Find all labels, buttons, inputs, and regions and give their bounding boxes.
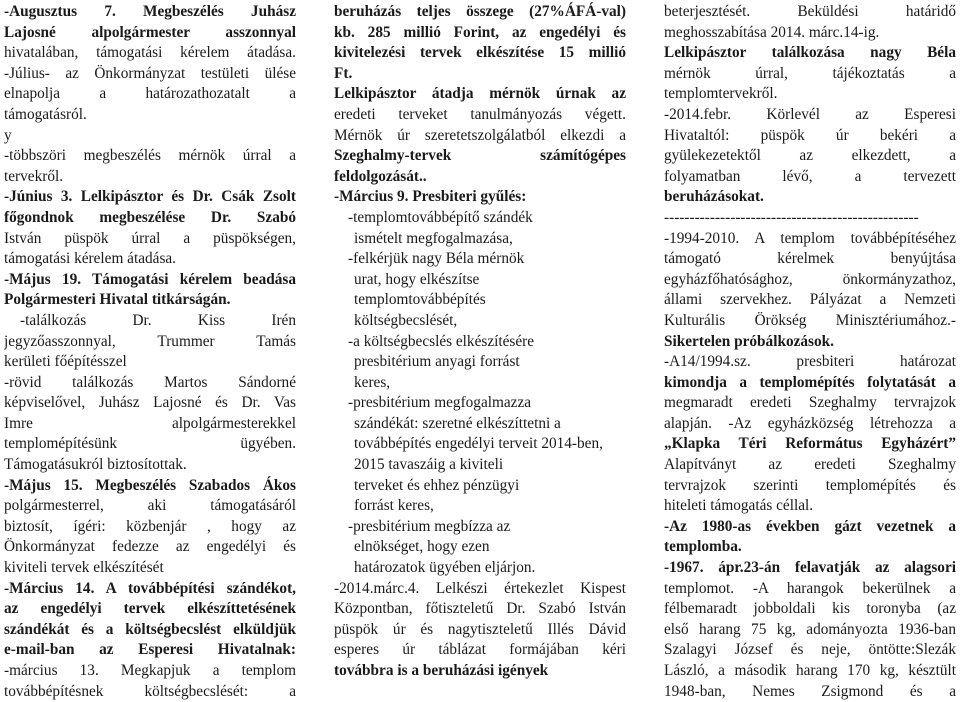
- text-line: folyamatban lévő, a tervezett: [664, 167, 956, 185]
- text-line: -Március 14. A továbbépítési szándékot,: [4, 579, 296, 597]
- text-line: tervrajzok szerinti templomépítés és: [664, 476, 956, 494]
- text-line: presbitérium anyagi forrást: [354, 353, 520, 371]
- text-column-2: [334, 2, 626, 682]
- text-line: 1948-ban, Nemes Zsigmond és a: [664, 682, 956, 700]
- text-line: terveket és ehhez pénzügyi: [354, 476, 520, 494]
- text-line: -templomtovábbépítő szándék: [348, 208, 533, 226]
- text-line: első harang 75 kg, adományozta 1936-ban: [664, 620, 956, 638]
- text-line: -presbitérium megfogalmazza: [348, 394, 532, 412]
- text-line: elnapolja a határozathozatalt a: [4, 85, 296, 103]
- text-line: „Klapka Téri Református Egyházért”: [664, 435, 956, 453]
- text-line: László, a második harang 170 kg, késztült: [664, 662, 956, 679]
- text-line: kerületi főépítésszel: [4, 353, 127, 371]
- text-line: megmaradt eredeti Szeghalmy tervrajzok: [664, 394, 956, 412]
- text-line: Önkormányzat fedezze az engedélyi és: [4, 538, 296, 556]
- text-line: polgármesterrel, aki támogatásáról: [4, 497, 296, 515]
- text-line: Támogatásukról biztosítottak.: [4, 456, 187, 474]
- text-line: templomépítésünk ügyében.: [4, 435, 296, 453]
- text-line: Központban, főtiszteletű Dr. Szabó István: [334, 600, 626, 618]
- text-line: templomot. -A harangok bekerülnek a: [664, 579, 956, 597]
- text-line: -2014.márc.4. Lelkészi értekezlet Kispest: [334, 579, 626, 597]
- text-line: mérnök úrral, tájékoztatás a: [664, 64, 956, 82]
- text-line: -A14/1994.sz. presbiteri határozat: [664, 353, 956, 371]
- text-line: templomtervekről.: [664, 85, 778, 103]
- text-line: -március 13. Megkapjuk a templom: [4, 662, 296, 679]
- text-line: -2014.febr. Körlevél az Esperesi: [664, 105, 956, 123]
- text-line: gyülekezetektől az elkezdett, a: [664, 147, 956, 165]
- text-line: templomba.: [664, 538, 742, 556]
- text-line: továbbra is a beruházási igények: [334, 662, 549, 679]
- text-line: -presbitérium megbízza az: [348, 517, 511, 535]
- text-line: -Március 9. Presbiteri gyűlés:: [334, 188, 527, 206]
- text-line: esperes úr táblázat formájában kéri: [334, 641, 626, 659]
- text-line: -1967. ápr.23-án felavatják az alagsori: [664, 559, 956, 577]
- text-line: 2015 tavaszáig a kiviteli: [354, 456, 504, 474]
- text-line: -Május 15. Megbeszélés Szabados Ákos: [4, 476, 296, 494]
- text-line: Polgármesteri Hivatal titkárságán.: [4, 291, 231, 309]
- text-line: egyházfőhatósághoz, önkormányzathoz,: [664, 270, 956, 288]
- text-line: püspök úr és nagytiszteletű Illés Dávid: [334, 620, 626, 638]
- text-line: Szeghalmy-tervek számítógépes: [334, 147, 626, 165]
- text-line: kimondja a templomépítés folytatását a: [664, 373, 956, 391]
- text-line: Alapítványt az eredeti Szeghalmy: [664, 456, 956, 474]
- text-line: költségbecslését,: [354, 311, 458, 329]
- text-line: Lelkipásztor átadja mérnök úrnak az: [334, 85, 626, 103]
- text-line: Kulturális Örökség Minisztériumához.-: [664, 311, 956, 329]
- text-line: e-mail-ban az Esperesi Hivatalnak:: [4, 641, 296, 659]
- text-line: kiviteli tervek elkészítését: [4, 559, 164, 577]
- text-line: Szalagyi József és neje, öntötte:Slezák: [664, 641, 956, 659]
- text-line: jegyzőasszonnyal, Trummer Tamás: [4, 332, 296, 350]
- text-line: -1994-2010. A templom továbbépítéséhez: [664, 229, 956, 247]
- text-line: kb. 285 millió Forint, az engedélyi és: [334, 23, 626, 41]
- text-line: -Az 1980-as években gázt vezetnek a: [664, 517, 956, 535]
- text-line: -Június 3. Lelkipásztor és Dr. Csák Zsolt: [4, 188, 296, 206]
- text-column-3: [664, 2, 956, 702]
- text-line: -Július- az Önkormányzat testületi ülése: [4, 64, 296, 82]
- text-line: beruházás teljes összege (27%ÁFÁ-val): [334, 3, 626, 20]
- text-line: -felkérjük nagy Béla mérnök: [348, 250, 525, 268]
- text-line: képviselővel, Juhász Lajosné és Dr. Vas: [4, 394, 296, 412]
- text-line: az engedélyi tervek elkészíttetésének: [4, 600, 296, 618]
- text-line: beterjesztését. Beküldési határidő: [664, 3, 956, 20]
- text-line: hiteleti támogatás céllal.: [664, 497, 814, 515]
- text-line: biztosít, ígéri: közbenjár , hogy az: [4, 517, 296, 535]
- text-line: állami szervekhez. Pályázat a Nemzeti: [664, 291, 956, 309]
- text-line: továbbépítésnek költségbecslését: a: [4, 682, 296, 700]
- text-line: Ft.: [334, 64, 353, 82]
- text-line: továbbépítés engedélyi terveit 2014-ben,: [354, 435, 603, 453]
- text-line: Imre alpolgármesterekkel: [4, 414, 296, 432]
- text-line: meghosszabítása 2014. márc.14-ig.: [664, 23, 880, 41]
- text-line: határozatok ügyében eljárjon.: [354, 559, 536, 577]
- text-line: beruházásokat.: [664, 188, 764, 206]
- text-line: Hivataltól: püspök úr bekéri a: [664, 126, 956, 144]
- text-line: eredeti terveket tanulmányozás végett.: [334, 105, 626, 123]
- text-line: támogató kérelmek benyújtása: [664, 250, 956, 268]
- text-line: szándékát és a költségbecslést elküldjük: [4, 620, 296, 638]
- text-line: -Augusztus 7. Megbeszélés Juhász: [4, 3, 296, 20]
- text-line: Lajosné alpolgármester asszonnyal: [4, 23, 296, 41]
- text-line: félbemaradt jobboldali kis toronyba (az: [664, 600, 956, 618]
- text-line: támogatásról.: [4, 105, 87, 123]
- text-line: főgondnok megbeszélése Dr. Szabó: [4, 208, 296, 226]
- text-column-1: [4, 2, 296, 702]
- text-line: -Május 19. Támogatási kérelem beadása: [4, 270, 296, 288]
- text-line: urat, hogy elkészítse: [354, 270, 480, 288]
- text-line: kivitelezési tervek elkészítése 15 millió: [334, 44, 626, 62]
- separator-line: --------------------------------------------------: [664, 208, 919, 226]
- text-line: -többszöri megbeszélés mérnök úrral a: [4, 147, 296, 165]
- text-line: alapján. -Az egyházközség létrehozza a: [664, 414, 956, 432]
- text-line: templomtovábbépítés: [354, 291, 486, 309]
- text-line: Mérnök úr szeretetszolgálatból elkezdi a: [334, 126, 626, 144]
- text-line: -rövid találkozás Martos Sándorné: [4, 373, 296, 391]
- text-line: y: [4, 126, 12, 144]
- text-line: -a költségbecslés elkészítésére: [348, 332, 535, 350]
- text-line: István püspök úrral a püspökségen,: [4, 229, 296, 247]
- text-line: szándékát: szeretné elkészíttetni a: [354, 414, 561, 432]
- text-line: forrást keres,: [354, 497, 434, 515]
- text-line: hivatalában, támogatási kérelem átadása.: [4, 44, 296, 62]
- text-line: keres,: [354, 373, 391, 391]
- text-line: támogatási kérelem átadása.: [4, 250, 177, 268]
- text-line: Lelkipásztor találkozása nagy Béla: [664, 44, 956, 62]
- text-line: elnökséget, hogy ezen: [354, 538, 490, 556]
- text-line: tervekről.: [4, 167, 64, 185]
- text-line: -találkozás Dr. Kiss Irén: [20, 311, 296, 329]
- text-line: feldolgozását..: [334, 167, 427, 185]
- text-line: ismételt megfogalmazása,: [354, 229, 513, 247]
- text-line: Sikertelen próbálkozások.: [664, 332, 834, 350]
